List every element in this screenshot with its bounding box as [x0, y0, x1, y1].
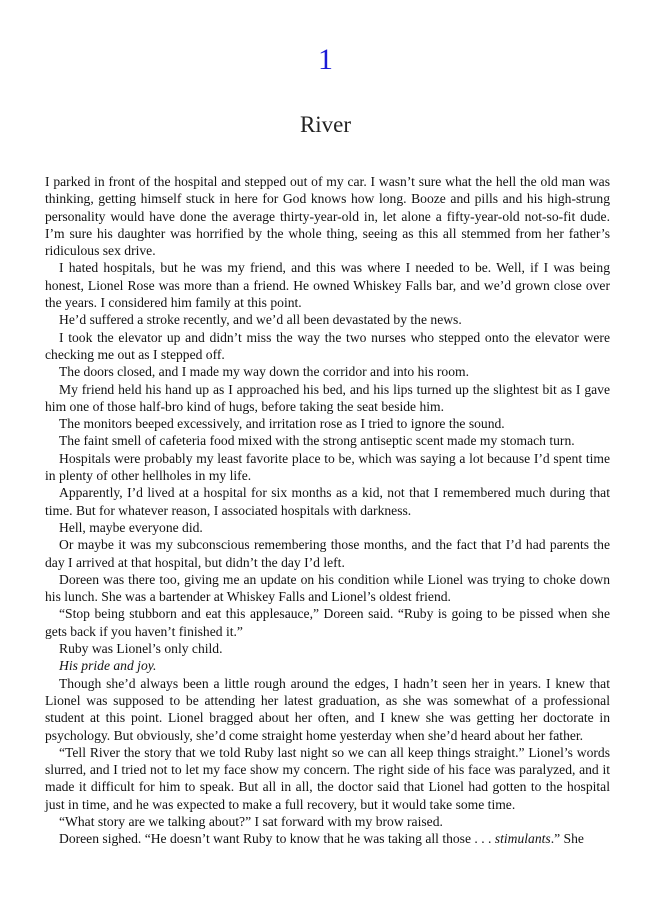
paragraph: [45, 311, 610, 328]
paragraph-text: Doreen was there too, giving me an update on his condition while Lionel was trying to choke down his lunch. She was a bartender at Whiskey Falls and Lionel’s oldest friend.: [45, 571, 610, 605]
paragraph: [45, 259, 610, 311]
paragraph: [45, 329, 610, 364]
paragraph-text: Though she’d always been a little rough around the edges, I hadn’t seen her in years. I knew that Lionel was supposed to be attending her latest graduation, as she was somewhat of a professional student at this point. Lionel bragged about her often, and I knew she was getting her doctorate in psychology. But obviously, she’d come straight home yesterday when she’d heard about her father.: [45, 675, 610, 743]
paragraph-text: I parked in front of the hospital and stepped out of my car. I wasn’t sure what the hell the old man was thinking, getting himself stuck in here for God knows how long. Booze and pills and his high-strung personality would have done the average thirty-year-old in, let alone a fifty-year-old not-so-fit dude. I’m sure his daughter was horrified by the whole thing, seeing as this all stemmed from her father’s ridiculous sex drive.: [45, 174, 610, 259]
paragraph: [45, 536, 610, 571]
paragraph-text: I took the elevator up and didn’t miss the way the two nurses who stepped onto the elevator were checking me out as I stepped off.: [45, 329, 610, 362]
paragraph-text: The faint smell of cafeteria food mixed with the strong antiseptic scent made my stomach turn.: [59, 433, 575, 449]
paragraph: [45, 415, 610, 432]
paragraph-text: Apparently, I’d lived at a hospital for six months as a kid, not that I remembered much during that time. But for whatever reason, I associated hospitals with darkness.: [45, 485, 610, 518]
paragraph-text: “Tell River the story that we told Ruby last night so we can all keep things straight.” Lionel’s words slurred, and I tried not to let my face show my concern. The right side of his face was paralyzed, and it made it difficult for him to speak. But all in all, the doctor said that Lionel had gotten to the hospital just in time, and he was expected to make a full recovery, but it would take some time.: [45, 744, 610, 812]
italic-text: His pride and joy.: [59, 658, 157, 674]
paragraph-text: He’d suffered a stroke recently, and we’d all been devastated by the news.: [59, 312, 462, 328]
paragraph-text: Doreen sighed. “He doesn’t want Ruby to know that he was taking all those . . .: [59, 831, 495, 847]
paragraph: [45, 519, 610, 536]
paragraph: [45, 363, 610, 380]
paragraph: [45, 744, 610, 813]
paragraph-text: “What story are we talking about?” I sat forward with my brow raised.: [59, 813, 443, 829]
paragraph-text: The doors closed, and I made my way down the corridor and into his room.: [59, 364, 469, 380]
paragraph: [45, 173, 610, 259]
paragraph: [45, 432, 610, 449]
paragraph-text: .” She: [550, 831, 584, 847]
chapter-title: River: [299, 112, 352, 137]
paragraph: [45, 381, 610, 416]
paragraph: [45, 571, 610, 606]
chapter-body: [45, 173, 610, 848]
paragraph-text: “Stop being stubborn and eat this applesauce,” Doreen said. “Ruby is going to be pissed when she gets back if you haven’t finished it.”: [45, 606, 610, 639]
paragraph: [45, 813, 610, 830]
paragraph-text: My friend held his hand up as I approached his bed, and his lips turned up the slightest bit as I gave him one of those half-bro kind of hugs, before taking the seat beside him.: [45, 381, 610, 414]
paragraph-text: Hospitals were probably my least favorite place to be, which was saying a lot because I’d spent time in plenty of other hellholes in my life.: [45, 450, 610, 484]
paragraph: [45, 657, 610, 674]
paragraph: [45, 675, 610, 744]
paragraph-text: Or maybe it was my subconscious remembering those months, and the fact that I’d had parents the day I arrived at that hospital, but didn’t the day I’d left.: [45, 537, 610, 570]
paragraph: [45, 484, 610, 519]
italic-text: stimulants: [494, 831, 551, 847]
paragraph-text: Ruby was Lionel’s only child.: [59, 641, 223, 657]
paragraph-text: I hated hospitals, but he was my friend, and this was where I needed to be. Well, if I was being honest, Lionel Rose was more than a friend. He owned Whiskey Falls bar, and we’d grown close over the years. I considered him family at this point.: [45, 260, 610, 311]
paragraph-text: Hell, maybe everyone did.: [59, 519, 203, 535]
paragraph-text: The monitors beeped excessively, and irritation rose as I tried to ignore the sound.: [59, 416, 505, 432]
chapter-number: 1: [318, 43, 333, 76]
paragraph: [45, 605, 610, 640]
paragraph: [45, 640, 610, 657]
paragraph: [45, 450, 610, 485]
paragraph: [45, 830, 610, 847]
